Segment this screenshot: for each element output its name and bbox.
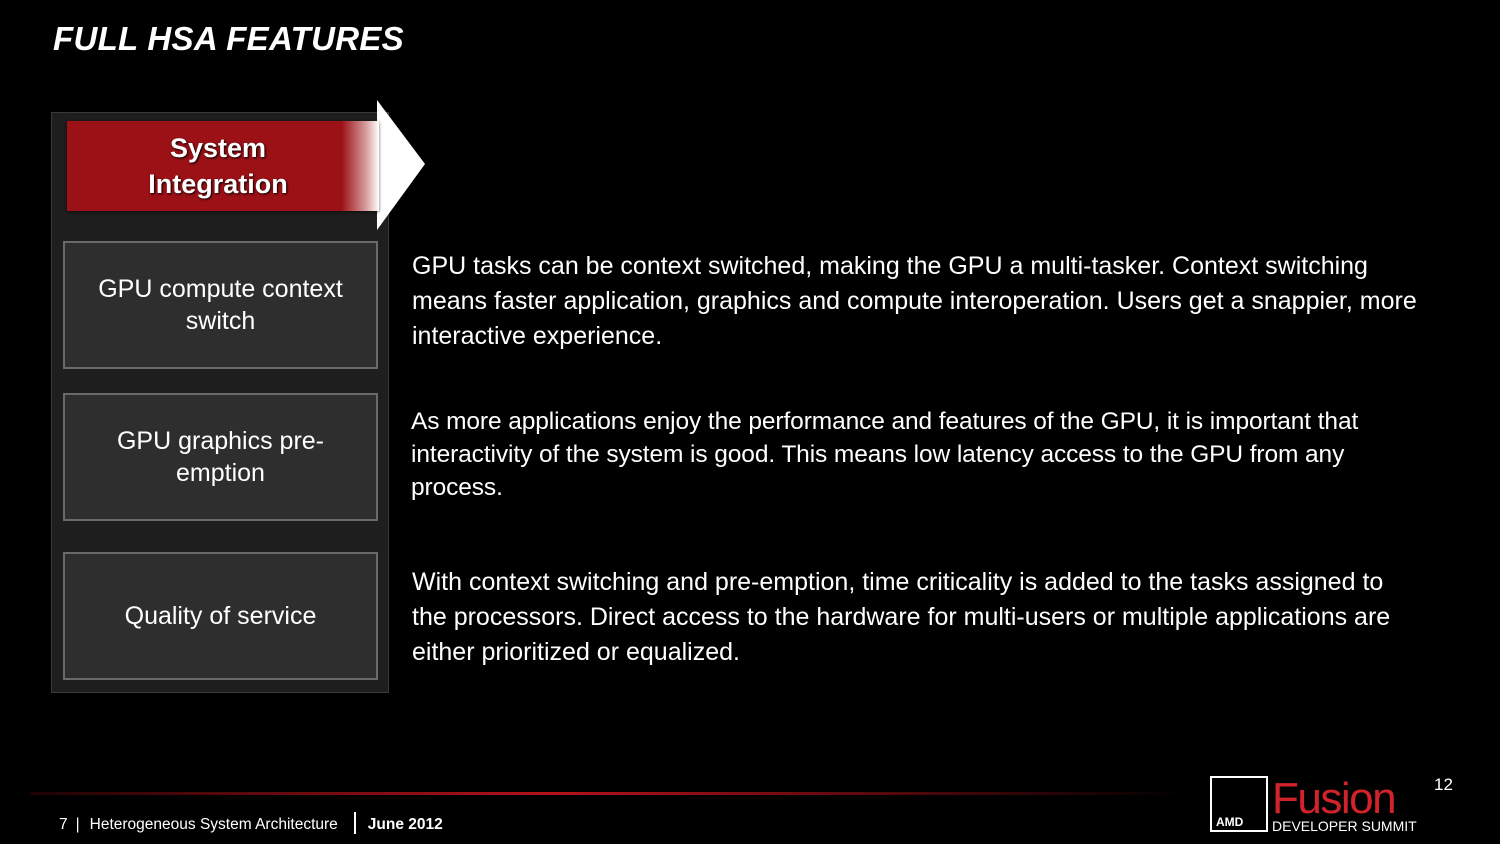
feature-label: GPU compute context switch bbox=[98, 275, 343, 335]
feature-label: GPU graphics pre-emption bbox=[116, 427, 325, 487]
system-integration-header bbox=[67, 121, 379, 211]
footer-separator: | bbox=[75, 816, 80, 833]
amd-fusion-logo bbox=[1210, 768, 1460, 838]
description-context-switch: GPU tasks can be context switched, making the GPU a multi-tasker. Context switching means faster application, graphics and compute interoperation. Users get a snappier, more interactive experience. bbox=[412, 252, 1417, 350]
developer-summit-text: DEVELOPER SUMMIT bbox=[1272, 818, 1417, 834]
feature-box-context-switch bbox=[63, 241, 378, 369]
description-quality-of-service: With context switching and pre-emption, time criticality is added to the tasks assigned to the processors. Direct access to the hardware for multi-users or multiple applications are either prioritized or equalized. bbox=[412, 568, 1391, 666]
feature-box-preemption bbox=[63, 393, 378, 521]
description-preemption: As more applications enjoy the performance and features of the GPU, it is important that interactivity of the system is good. This means low latency access to the GPU from any process. bbox=[411, 408, 1359, 501]
feature-box-quality-of-service bbox=[63, 552, 378, 680]
footer-divider bbox=[30, 792, 1190, 795]
fusion-wordmark: Fusion bbox=[1272, 774, 1396, 823]
slide-title: FULL HSA FEATURES bbox=[53, 20, 404, 57]
presentation-name: Heterogeneous System Architecture bbox=[89, 816, 338, 833]
header-line-2: Integration bbox=[148, 169, 288, 199]
footer bbox=[59, 812, 443, 834]
amd-brand-text: AMD bbox=[1216, 815, 1244, 829]
footer-separator-bar bbox=[354, 812, 356, 834]
fusion-superscript: 12 bbox=[1434, 775, 1453, 794]
arrow-right-icon bbox=[377, 100, 425, 230]
header-line-1: System bbox=[169, 133, 267, 163]
page-number: 7 bbox=[59, 816, 68, 833]
feature-label: Quality of service bbox=[124, 602, 317, 630]
presentation-date: June 2012 bbox=[367, 816, 443, 833]
